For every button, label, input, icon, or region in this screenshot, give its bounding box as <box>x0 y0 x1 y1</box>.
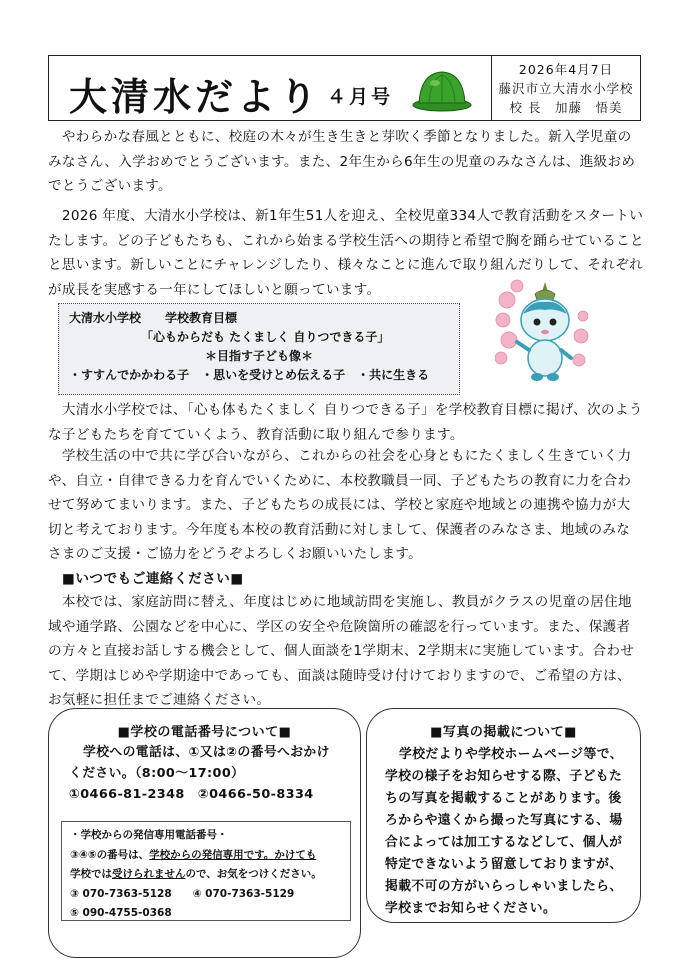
phone-info-box <box>48 708 361 958</box>
goal-items: ・すすんでかかわる子 ・思いを受けとめ伝える子 ・共に生きる <box>69 368 430 382</box>
issue-date: 2026年4月7日 <box>518 61 614 77</box>
photo-body-rest: 学校の様子をお知らせする際、子どもたちの写真を掲載することがあります。後ろからや遠くから撮った写真にする、場合によっては加工するなどして、個人が特定できないよう留意しておりますが、掲載不可の方がいらっしゃいましたら、学校までお知らせください。 <box>385 769 623 916</box>
greeting-paragraph: やわらかな春風とともに、校庭の木々が生き生きと芽吹く季節となりました。新入学児童のみなさん、入学おめでとうございます。また、2年生から6年生の児童のみなさんは、進級おめでとうございます。 <box>48 129 636 194</box>
phone-box-body <box>49 740 360 805</box>
masthead <box>48 55 641 121</box>
outgoing-note-2: 学校では受けられませんので、お気をつけください。 <box>70 868 322 880</box>
goal-title: 大清水小学校 学校教育目標 <box>69 311 238 325</box>
masthead-title-area <box>49 56 492 120</box>
education-goal-box <box>58 303 460 395</box>
mascot-illustration <box>495 278 590 390</box>
photo-box-title: ■写真の掲載について■ <box>430 725 577 740</box>
outgoing-note-1: ③④⑤の番号は、学校からの発信専用です。かけても <box>70 848 317 861</box>
goal-motto: 「心もからだも たくましく 自りつできる子」 <box>141 330 390 344</box>
phone-numbers: ①0466-81-2348 ②0466-50-8334 <box>69 787 314 802</box>
contact-section-heading: ■いつでもご連絡ください■ <box>62 571 244 587</box>
outgoing-numbers-2: ⑤ 090-4755-0368 <box>70 907 172 919</box>
photo-body-first: 学校だよりや学校ホームページ等で、 <box>399 747 623 762</box>
outgoing-title: ・学校からの発信専用電話番号・ <box>70 829 228 841</box>
goal-subtitle: ＊目指す子ども像＊ <box>204 349 313 363</box>
phone-line-2: ください。（8:00～17:00） <box>69 766 245 781</box>
goal-intro-paragraph: 大清水小学校では、「心も体もたくましく 自りつできる子」を学校教育目標に掲げ、次のような子どもたちを育てていくよう、教育活動に取り組んで参ります。 <box>48 402 643 443</box>
photo-info-box <box>366 708 641 923</box>
outgoing-numbers-box <box>61 821 351 921</box>
principal-name: 校 長 加藤 悟美 <box>509 99 623 115</box>
phone-line-1: 学校への電話は、①又は②の番号へおかけ <box>83 745 330 760</box>
cooperation-paragraph: 学校生活の中で共に学び合いながら、これからの社会を心身ともにたくましく生きていく力や、自立・自律できる力を育んでいくために、本校教職員一同、子どもたちの教育に力を合わせて努めてまいります。また、子どもたちの成長には、学校と家庭や地域との連携や協力が大切と考えております。今年度も本校の教育活動に対しまして、保護者のみなさま、地域のみなさまのご支援・ご協力をどうぞよろしくお願いいたします。 <box>48 448 632 562</box>
newsletter-title: 大清水だより <box>69 75 322 119</box>
masthead-info <box>492 56 640 120</box>
outgoing-numbers-1: ③ 070-7363-5128 ④ 070-7363-5129 <box>70 887 295 900</box>
school-name: 藤沢市立大清水小学校 <box>498 80 634 96</box>
phone-box-title: ■学校の電話番号について■ <box>117 725 292 740</box>
green-hat-icon <box>411 67 473 113</box>
contact-paragraph: 本校では、家庭訪問に替え、年度はじめに地域訪問を実施し、教員がクラスの児童の居住地域や通学路、公園などを中心に、学区の安全や危険箇所の確認を行っています。また、保護者の方々と直接お話しする機会として、個人面談を1学期末、2学期末に実施しています。合わせて、学期はじめや学期途中であっても、面談は随時受け付けておりますので、ご希望の方は、お気軽に担任までご連絡ください。 <box>48 594 635 708</box>
issue-label: ４月号 <box>327 86 394 108</box>
photo-box-body <box>367 740 640 920</box>
enrollment-paragraph: 2026 年度、大清水小学校は、新1年生51人を迎え、全校児童334人で教育活動をスタートいたします。どの子どもたちも、これから始まる学校生活への期待と希望で胸を踊らせていることと思います。新しいことにチャレンジしたり、様々なことに進んで取り組んだりして、それぞれが成長を実感する一年にしてほしいと願っています。 <box>48 208 644 298</box>
